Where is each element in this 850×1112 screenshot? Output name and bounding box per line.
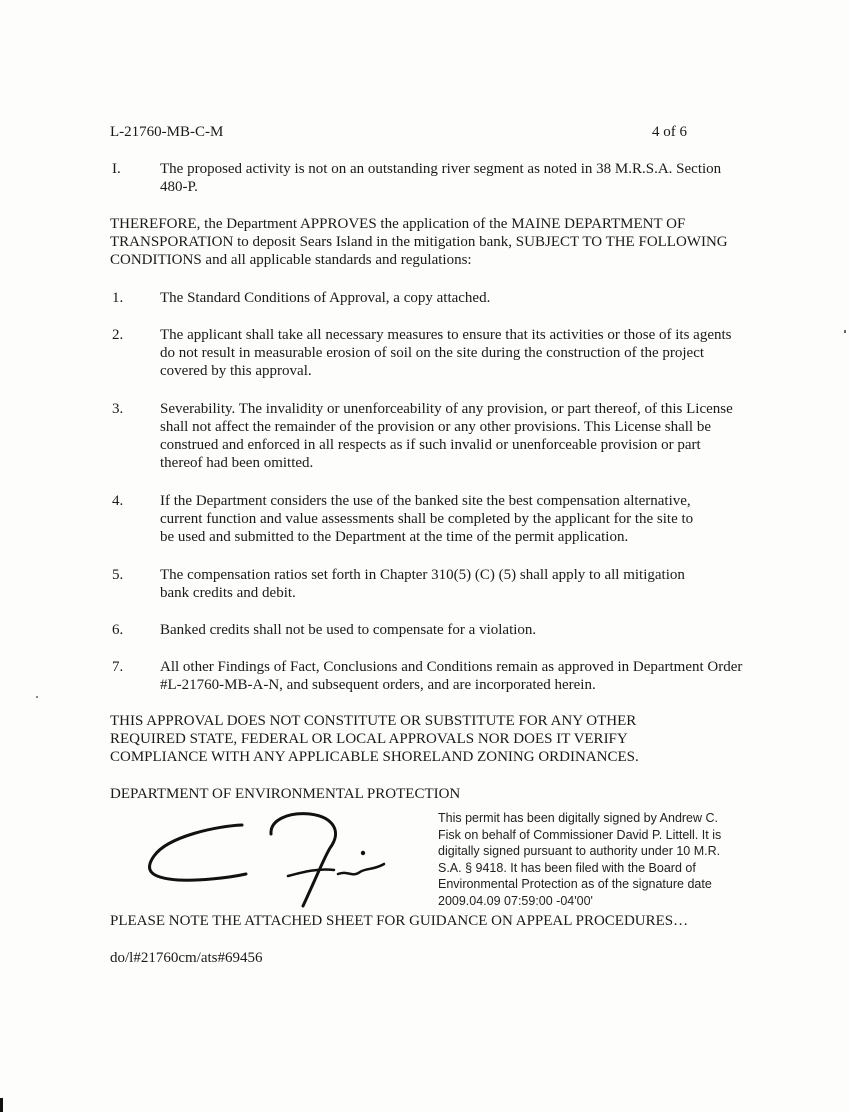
disclaimer-line: COMPLIANCE WITH ANY APPLICABLE SHORELAND ZONING ORDINANCES. <box>110 749 639 765</box>
condition-number: 3. <box>112 401 124 417</box>
signature-notice-line: This permit has been digitally signed by Andrew C. <box>438 811 719 825</box>
condition-line: thereof had been omitted. <box>160 455 314 471</box>
file-reference: do/l#21760cm/ats#69456 <box>110 950 263 966</box>
condition-line: be used and submitted to the Department at the time of the permit application. <box>160 529 629 545</box>
condition-line: All other Findings of Fact, Conclusions and Conditions remain as approved in Department Order <box>160 659 743 675</box>
condition-line: do not result in measurable erosion of soil on the site during the construction of the project <box>160 345 705 361</box>
condition-number: 1. <box>112 290 124 306</box>
signature-notice-line: Fisk on behalf of Commissioner David P. Littell. It is <box>438 827 722 842</box>
condition-number: 7. <box>112 659 124 675</box>
signature-notice-line: S.A. § 9418. It has been filed with the Board of <box>438 860 696 875</box>
condition-line: Severability. The invalidity or unenforceability of any provision, or part thereof, of this License <box>160 401 733 417</box>
condition-line: current function and value assessments shall be completed by the applicant for the site to <box>160 511 694 527</box>
disclaimer-line: REQUIRED STATE, FEDERAL OR LOCAL APPROVALS NOR DOES IT VERIFY <box>110 731 628 747</box>
disclaimer <box>110 712 790 766</box>
condition-line: The Standard Conditions of Approval, a copy attached. <box>160 290 491 306</box>
condition-line: construed and enforced in all respects as if such invalid or unenforceable provision or part <box>160 437 701 453</box>
approval-paragraph <box>110 215 790 269</box>
condition-line: shall not affect the remainder of the provision or any other provisions. This License shall be <box>160 419 711 435</box>
document-number: L-21760-MB-C-M <box>110 124 224 140</box>
scan-mark <box>36 696 38 698</box>
handwritten-signature <box>138 808 398 913</box>
finding-line: The proposed activity is not on an outstanding river segment as noted in 38 M.R.S.A. Section <box>160 161 722 177</box>
condition-line: The compensation ratios set forth in Chapter 310(5) (C) (5) shall apply to all mitigation <box>160 567 685 583</box>
condition-number: 5. <box>112 567 124 583</box>
signature-date: 2009.04.09 07:59:00 -04'00' <box>438 893 593 908</box>
page-indicator: 4 of 6 <box>652 124 687 140</box>
finding-marker: I. <box>112 161 121 177</box>
disclaimer-line: THIS APPROVAL DOES NOT CONSTITUTE OR SUBSTITUTE FOR ANY OTHER <box>110 713 637 729</box>
signature-notice-line: digitally signed pursuant to authority under 10 M.R. <box>438 844 721 858</box>
approval-line: TRANSPORATION to deposit Sears Island in the mitigation bank, SUBJECT TO THE FOLLOWING <box>110 234 728 250</box>
condition-line: The applicant shall take all necessary measures to ensure that its activities or those of its agents <box>160 327 732 343</box>
condition-number: 2. <box>112 327 124 343</box>
condition-number: 6. <box>112 622 124 638</box>
signature-notice-line: Environmental Protection as of the signature date <box>438 877 712 891</box>
finding-line: 480-P. <box>160 179 198 195</box>
condition-line: If the Department considers the use of the banked site the best compensation alternative, <box>160 493 691 509</box>
condition-number: 4. <box>112 493 124 509</box>
appeal-note: PLEASE NOTE THE ATTACHED SHEET FOR GUIDANCE ON APPEAL PROCEDURES… <box>110 913 689 929</box>
condition-line: #L-21760-MB-A-N, and subsequent orders, and are incorporated herein. <box>160 677 596 693</box>
condition-line: covered by this approval. <box>160 363 312 379</box>
scan-mark <box>844 330 846 333</box>
department-name: DEPARTMENT OF ENVIRONMENTAL PROTECTION <box>110 786 461 802</box>
condition-line: bank credits and debit. <box>160 585 296 601</box>
scan-mark <box>0 1098 3 1112</box>
digital-signature-notice <box>438 810 768 909</box>
approval-line: CONDITIONS and all applicable standards and regulations: <box>110 252 472 268</box>
approval-line: THEREFORE, the Department APPROVES the application of the MAINE DEPARTMENT OF <box>110 216 686 232</box>
condition-line: Banked credits shall not be used to compensate for a violation. <box>160 622 537 638</box>
